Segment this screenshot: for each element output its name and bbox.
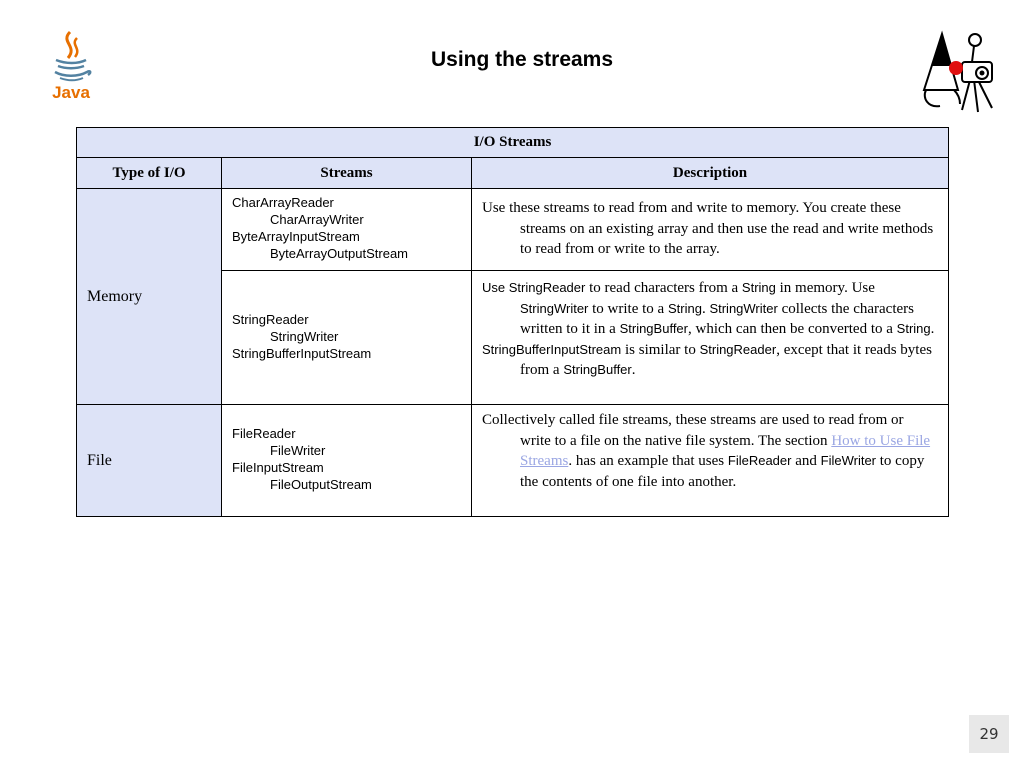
streams-cell — [222, 405, 472, 517]
file-streams-link[interactable]: How to Use File Streams — [520, 432, 931, 469]
page-number: 29 — [969, 715, 1009, 753]
stream-name: FileInputStream — [232, 460, 324, 475]
slide-title: Using the streams — [430, 48, 614, 71]
stream-name: FileWriter — [270, 443, 326, 458]
description-cell — [472, 189, 949, 271]
description-text: Collectively called file streams, these streams are used to read from or write to a file on the native file system. The section How to Use File Streams. has an example that uses FileReader and FileWriter to copy the contents of one file into another. — [482, 412, 931, 490]
duke-camera-icon — [920, 28, 998, 114]
stream-name: StringWriter — [270, 328, 339, 344]
io-streams-table — [76, 127, 949, 517]
svg-text:Java: Java — [52, 83, 90, 102]
description-cell — [472, 271, 949, 405]
table-row — [77, 405, 949, 517]
stream-name: StringBufferInputStream — [232, 345, 372, 361]
header-description: Description — [472, 158, 949, 189]
stream-name: FileOutputStream — [270, 477, 372, 492]
header-type: Type of I/O — [77, 158, 222, 189]
stream-name: FileReader — [232, 426, 296, 441]
description-cell — [472, 405, 949, 517]
table-row — [77, 189, 949, 271]
header-streams: Streams — [222, 158, 472, 189]
streams-cell — [222, 189, 472, 271]
stream-name: StringReader — [232, 311, 309, 327]
streams-cell — [222, 271, 472, 405]
type-memory: Memory — [77, 189, 222, 405]
table-caption: I/O Streams — [77, 128, 949, 158]
stream-name: ByteArrayOutputStream — [270, 246, 408, 261]
stream-name: ByteArrayInputStream — [232, 229, 360, 244]
type-file: File — [77, 405, 222, 517]
description-text: Use these streams to read from and write to memory. You create these streams on an existing array and then use the read and write methods to read from or write to the array. — [482, 200, 934, 257]
stream-name: CharArrayReader — [232, 195, 334, 210]
stream-name: CharArrayWriter — [270, 212, 364, 227]
description-text: Use StringReader to read characters from a String in memory. Use StringWriter to write to a String. StringWriter collects the characters written to it in a StringBuffer, which can then be converted to a String. — [482, 280, 935, 337]
description-text: StringBufferInputStream is similar to StringReader, except that it reads bytes from a StringBuffer. — [482, 341, 932, 378]
